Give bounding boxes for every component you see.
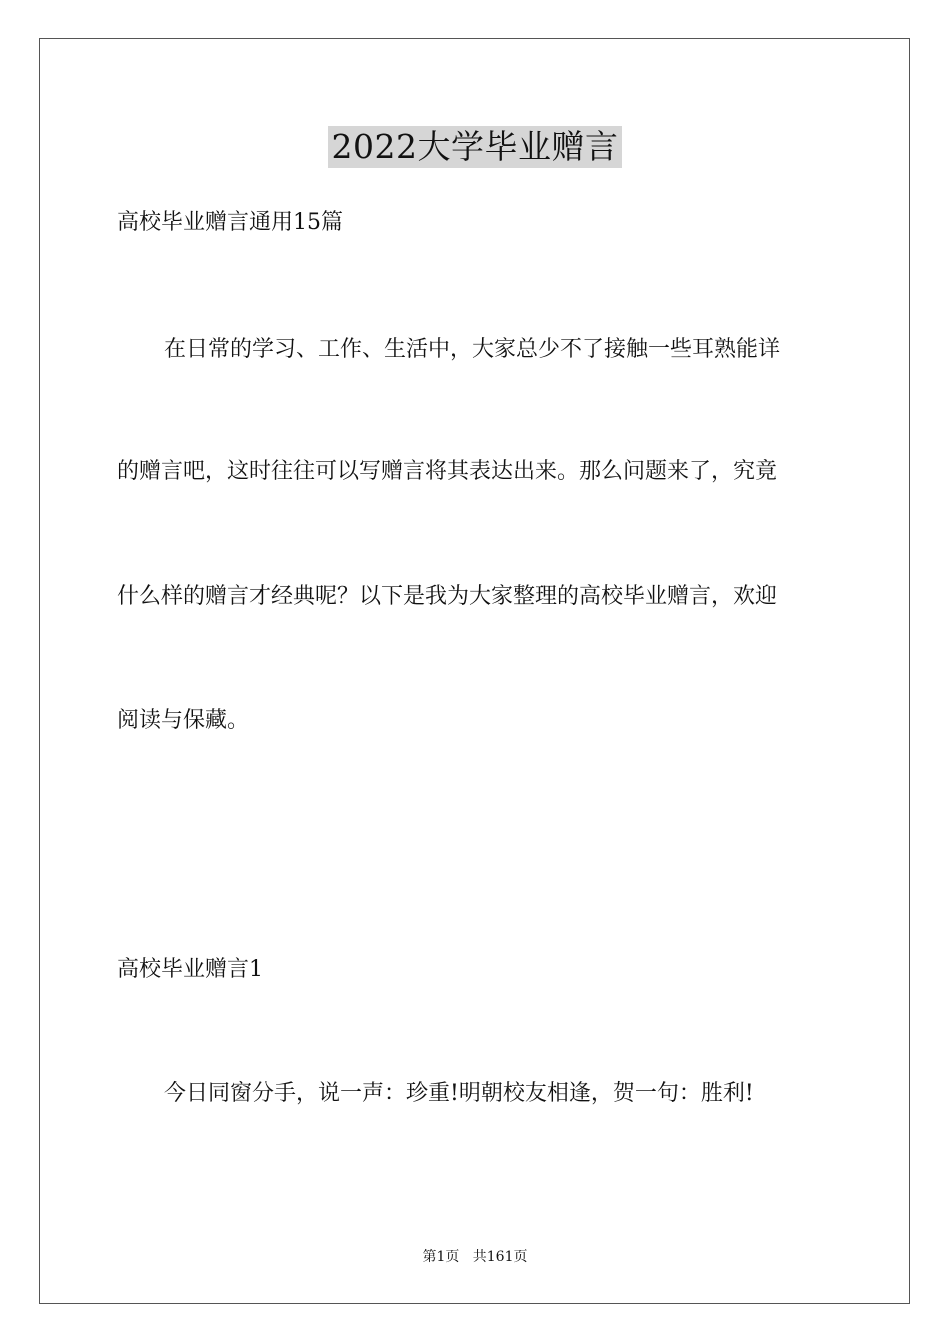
document-subtitle: 高校毕业赠言通用15篇: [117, 210, 343, 235]
intro-line-4: 阅读与保藏。: [117, 708, 250, 733]
title-container: [0, 126, 950, 168]
document-title: 2022大学毕业赠言: [328, 126, 623, 168]
section-text-1: 今日同窗分手，说一声：珍重!明朝校友相逢，贺一句：胜利!: [164, 1081, 754, 1106]
intro-line-1: 在日常的学习、工作、生活中，大家总少不了接触一些耳熟能详: [164, 337, 781, 362]
page-footer: 第1页 共161页: [422, 1249, 528, 1265]
section-heading-1: 高校毕业赠言1: [117, 957, 263, 982]
intro-line-3: 什么样的赠言才经典呢？以下是我为大家整理的高校毕业赠言，欢迎: [117, 584, 778, 609]
intro-line-2: 的赠言吧，这时往往可以写赠言将其表达出来。那么问题来了，究竟: [117, 459, 778, 484]
